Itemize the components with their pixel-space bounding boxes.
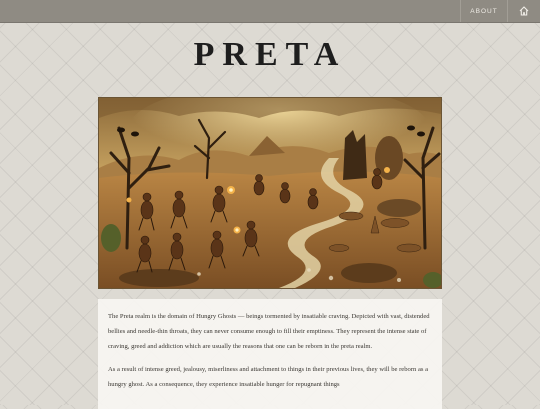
about-link[interactable]: ABOUT bbox=[460, 0, 508, 22]
description-paragraph-2: As a result of intense greed, jealousy, miserliness and attachment to things in their previous lives, they will be reborn as a hungry ghost. As a consequence, they experience insatiable hunger for repugnant things bbox=[108, 366, 429, 388]
description-card bbox=[98, 299, 442, 409]
home-icon bbox=[519, 6, 529, 16]
page-title: PRETA bbox=[193, 36, 347, 73]
preta-artwork bbox=[98, 97, 442, 289]
description-paragraph-1: The Preta realm is the domain of Hungry Ghosts — beings tormented by insatiable craving. Depicted with vast, distended bellies and needle-thin throats, they can never consume enough to fill their emptiness. They represent the intense state of craving, greed and addiction which are usually the reasons that one can be reborn in the preta realm. bbox=[108, 313, 430, 350]
home-button[interactable] bbox=[508, 0, 540, 22]
top-nav-bar bbox=[0, 0, 540, 23]
hungry-ghosts-illustration bbox=[99, 98, 441, 288]
